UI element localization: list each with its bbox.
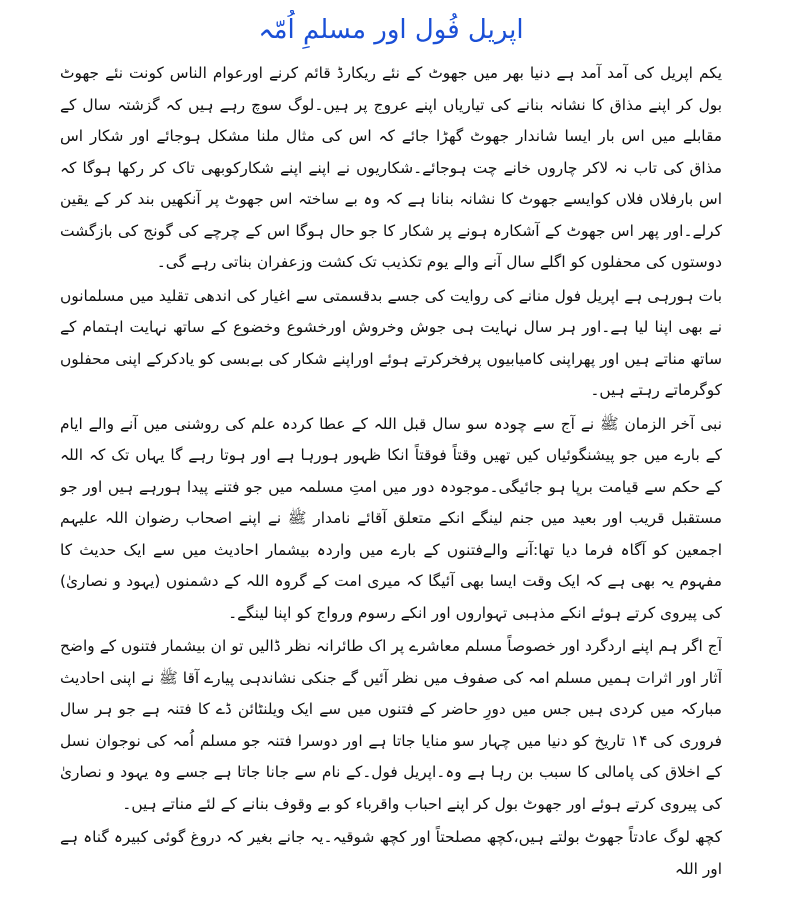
document-title: اپریل فُول اور مسلمِ اُمّہ: [258, 15, 524, 45]
document-page: [60, 10, 722, 915]
paragraph: بات ہورہی ہے اپریل فول منانے کی روایت کی جسے بدقسمتی سے اغیار کی اندھی تقلید میں مسلمانوں نے بھی اپنا لیا ہے۔اور ہر سال نہایت ہی جوش وخروش اورخشوع وخضوع کے ساتھ نہایت اہتمام کے ساتھ مناتے ہیں اور پھراپنی کامیابیوں پرفخرکرتے ہوئے اوراپنے شکار کی بےبسی کو یادکرکے اپنی محفلوں کوگرماتے رہتے ہیں۔: [60, 286, 722, 399]
paragraph: کچھ لوگ عادتاً جھوٹ بولتے ہیں،کچھ مصلحتاً اور کچھ شوقیہ۔یہ جانے بغیر کہ دروغ گوئی کبیرہ گناہ ہے اور اللہ: [60, 828, 722, 878]
paragraph: یکم اپریل کی آمد آمد ہے دنیا بھر میں جھوٹ کے نئے ریکارڈ قائم کرنے اورعوام الناس کونت نئے جھوٹ بول کر اپنے مذاق کا نشانہ بنانے کی تیاریاں اپنے عروج پر ہیں۔لوگ سوچ رہے ہیں کہ گزشتہ سال کے مقابلے میں اس بار ایسا شاندار جھوٹ گھڑا جائے کہ اس کی مثال ملنا مشکل ہوجائے اور شکار اس مذاق کی تاب نہ لاکر چاروں خانے چت ہوجائے۔شکاریوں نے اپنے اپنے شکارکوبھی تاک کر رکھا ہوگا کہ اس بارفلاں فلاں کوایسے جھوٹ کا نشانہ بنانا ہے کہ وہ بے ساختہ اس جھوٹ پر آنکھیں بند کر کے یقین کرلے۔اور پھر اس جھوٹ کے آشکارہ ہونے پر شکار کا جو حال ہوگا اس کے چرچے کی گونج کی بازگشت دوستوں کی محفلوں کو اگلے سال آنے والے یوم تکذیب تک کشت وزعفران بناتی رہے گی۔: [60, 64, 722, 271]
paragraph: آج اگر ہم اپنے اردگرد اور خصوصاً مسلم معاشرے پر اک طائرانہ نظر ڈالیں تو ان بیشمار فتنوں کے واضح آثار اور اثرات ہمیں مسلم امہ کی صفوف میں نظر آئیں گے جنکی نشاندہی پیارے آقا ﷺ نے اپنی احادیث مبارکہ میں کردی ہیں جس میں دورِ حاضر کے فتنوں میں سے ایک ویلنٹائن ڈے کا فتنہ ہے جو ہر سال فروری کی ۱۴ تاریخ کو دنیا میں چہار سو منایا جاتا ہے اور دوسرا فتنہ جو مسلم اُمہ کی نوجوان نسل کے اخلاق کی پامالی کا سبب بن رہا ہے وہ۔اپریل فول۔کے نام سے جانا جاتا ہے جسے وہ یہود و نصاریٰ کی پیروی کرتے ہوئے اور جھوٹ بول کر اپنے احباب واقرباء کو بے وقوف بنانے کے لئے مناتے ہیں۔: [60, 637, 722, 813]
paragraph: نبی آخر الزمان ﷺ نے آج سے چودہ سو سال قبل اللہ کے عطا کردہ علم کی روشنی میں آنے والے ایام کے بارے میں جو پیشنگوئیاں کیں تھیں وقتاً فوقتاً انکا ظہور ہورہا ہے اور ہوتا رہے گا یہاں تک کہ اللہ کے حکم سے قیامت برپا ہو جائیگی۔موجودہ دور میں امتِ مسلمہ میں جو فتنے پیدا ہورہے ہیں اور جو مستقبل قریب اور بعید میں جنم لینگے انکے متعلق آقائے نامدار ﷺ نے اپنے اصحاب رضوان اللہ علیہم اجمعین کو آگاہ فرما دیا تھا:آنے والےفتنوں کے بارے میں واردہ بیشمار احادیث میں سے ایک حدیث کا مفہوم یہ بھی ہے کہ ایک وقت ایسا بھی آئیگا کہ میری امت کے گروہ اللہ کے دشمنوں (یہود و نصاریٰ) کی پیروی کرتے ہوئے انکے مذہبی تہواروں اور انکے رسوم ورواج کو اپنا لینگے۔: [60, 414, 722, 622]
